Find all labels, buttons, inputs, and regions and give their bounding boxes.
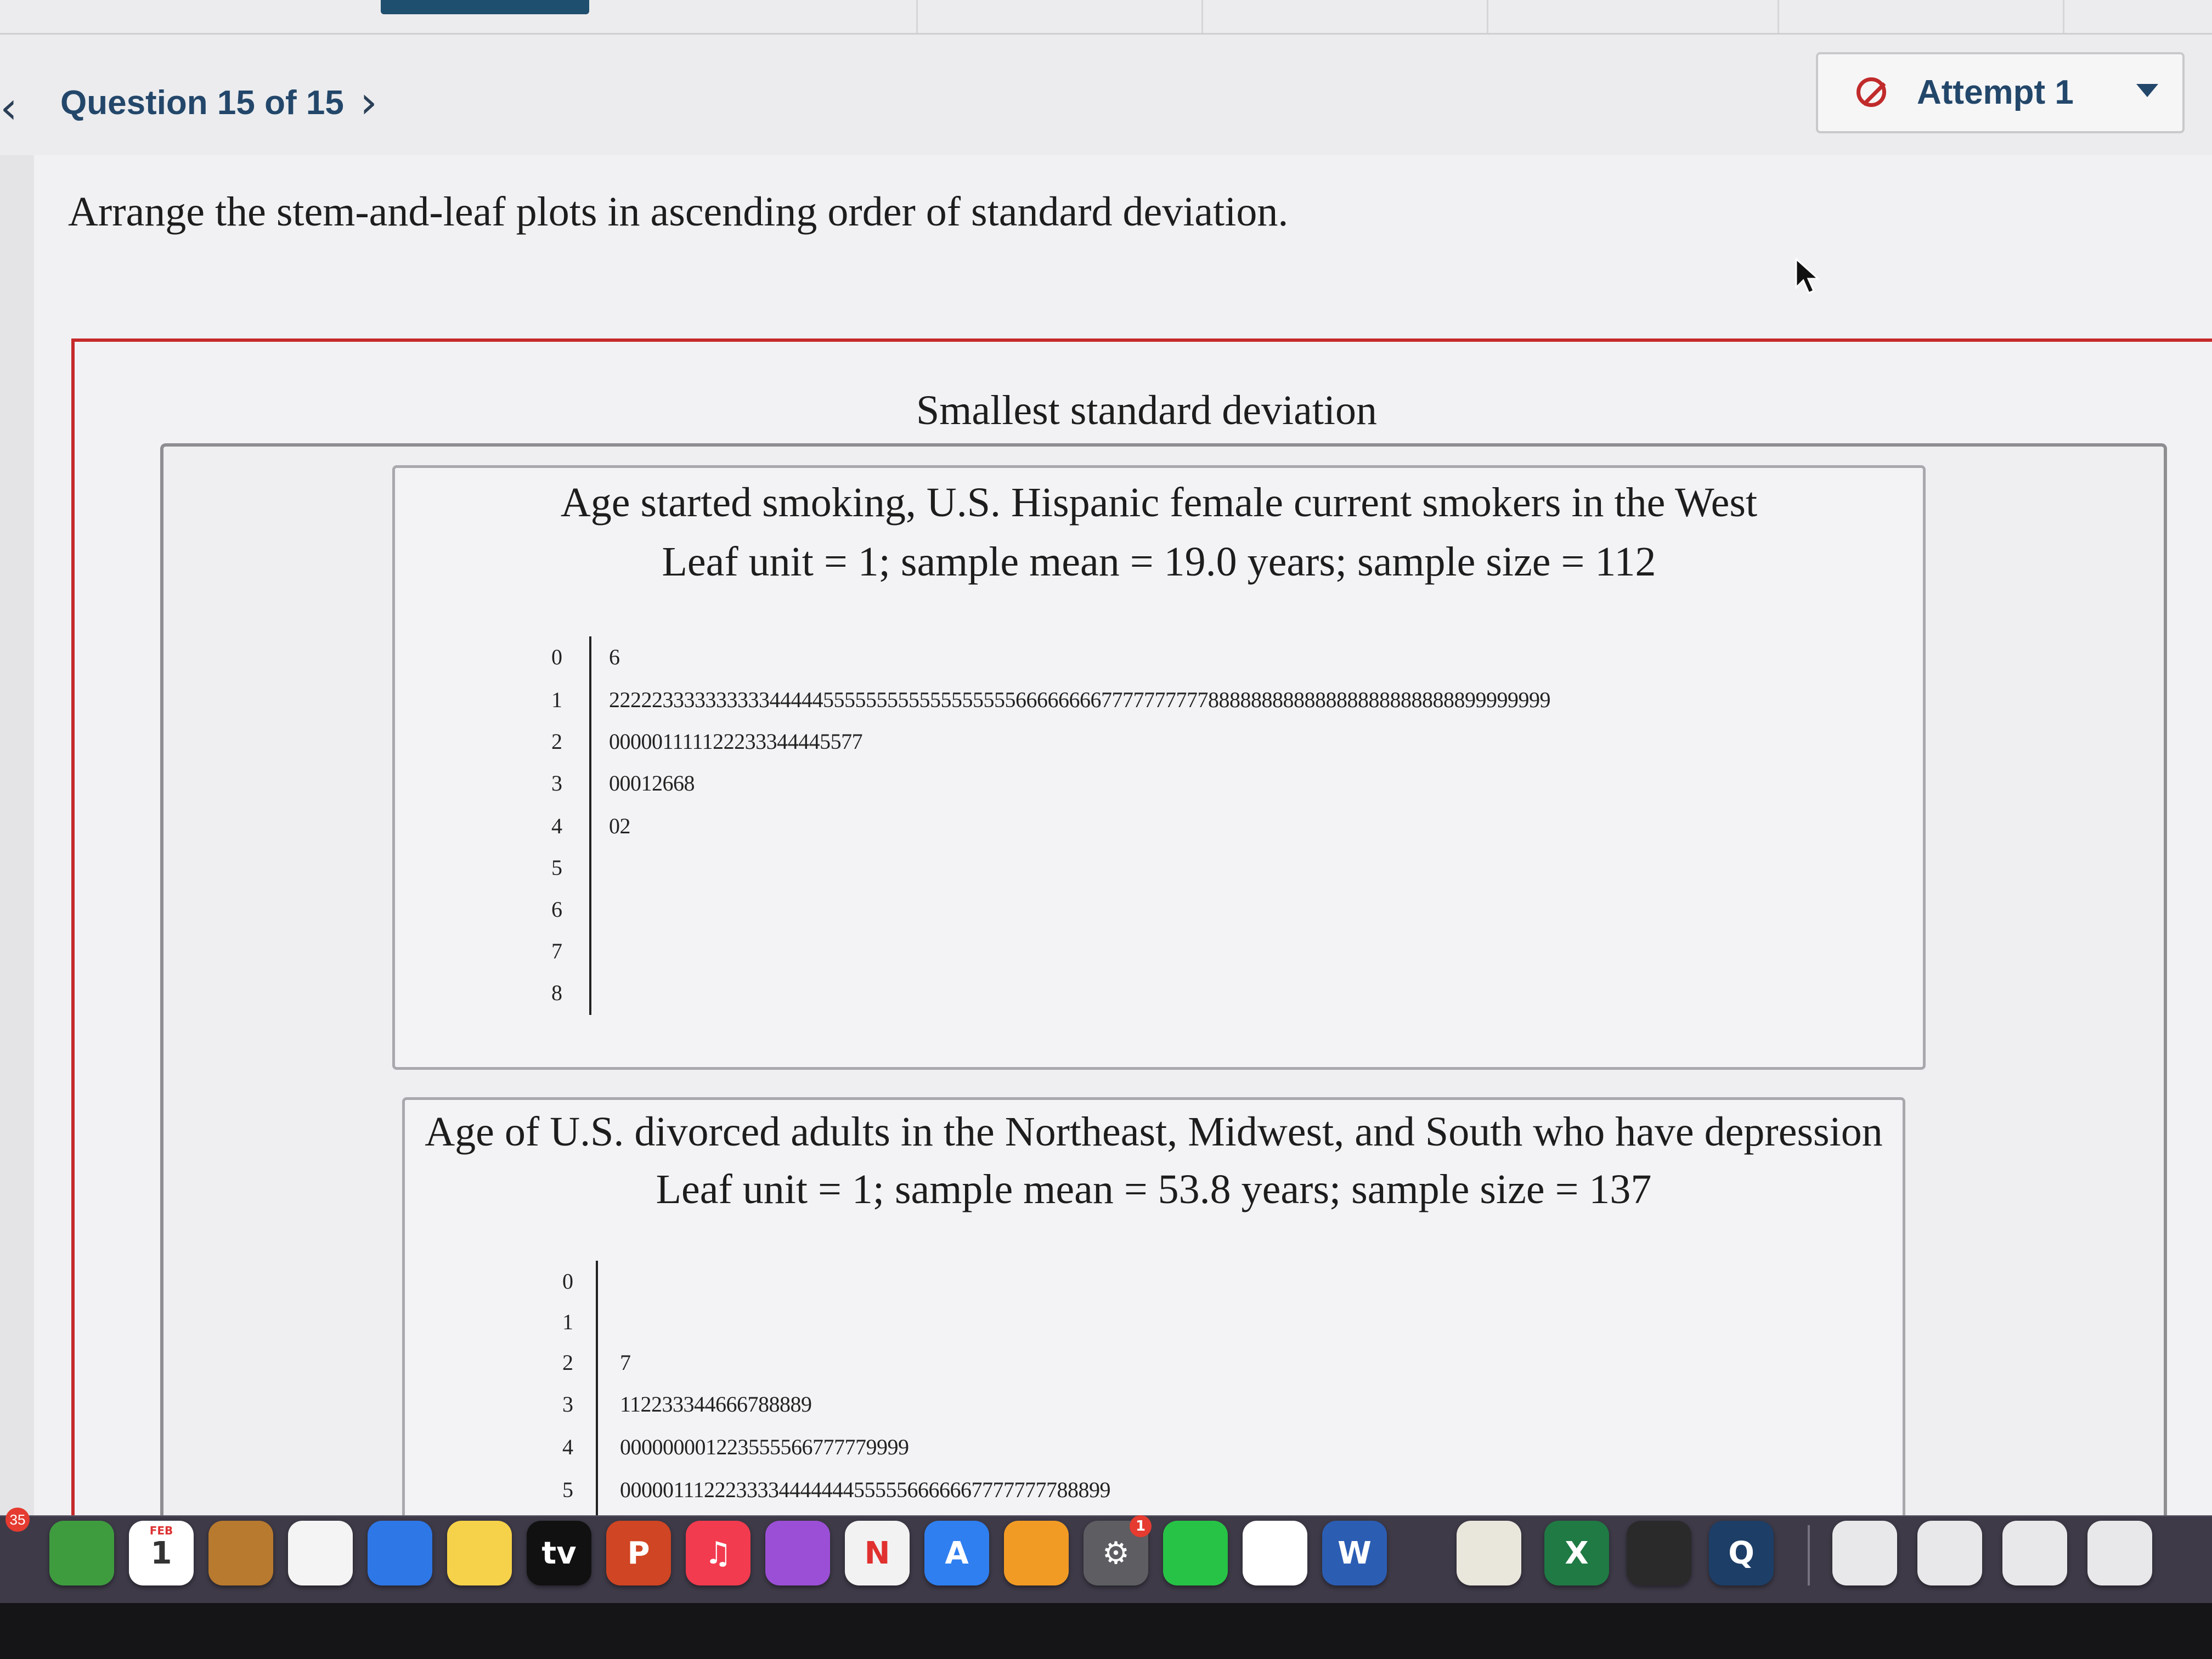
stem-leaf-divider — [596, 1261, 598, 1515]
stem: 2 — [562, 1350, 573, 1375]
stem: 3 — [551, 771, 562, 795]
question-prompt: Arrange the stem-and-leaf plots in ascending order of standard deviation. — [68, 189, 1289, 235]
leaves: 02 — [609, 814, 630, 838]
calendar-app-icon[interactable] — [129, 1521, 194, 1585]
leaves: 2222233333333334444455555555555555555566666666777777777788888888888888888888888899999999 — [609, 687, 1550, 712]
stem: 3 — [562, 1392, 573, 1417]
mouse-pointer-icon — [1795, 258, 1822, 296]
dock-icon-label: Q — [1728, 1535, 1754, 1571]
stem: 5 — [551, 855, 562, 880]
calendar-month: FEB — [149, 1524, 173, 1537]
stem: 7 — [551, 939, 562, 963]
news-app-icon[interactable] — [845, 1521, 910, 1585]
notification-badge: 1 — [1130, 1515, 1152, 1537]
apple-tv-app-icon[interactable] — [527, 1521, 591, 1585]
dock-icon-label: X — [1565, 1535, 1589, 1571]
chevron-left-icon[interactable]: ‹ — [0, 82, 18, 133]
dock-icon-label: 1 — [150, 1535, 172, 1571]
plot-subtitle: Leaf unit = 1; sample mean = 53.8 years; sample size = 137 — [656, 1166, 1652, 1212]
leaves: 7 — [620, 1350, 631, 1375]
leaves: 112233344666788889 — [620, 1392, 812, 1417]
stem: 1 — [551, 687, 562, 712]
stem: 0 — [551, 645, 562, 669]
progress-divider — [1778, 0, 1779, 33]
progress-divider — [1201, 0, 1203, 33]
dock-separator — [1808, 1525, 1810, 1585]
leaves: 000000001223555566777779999 — [620, 1435, 909, 1459]
system-settings-app-icon[interactable] — [1084, 1518, 1148, 1585]
leaves: 0000011122233334444444555556666667777777788899 — [620, 1477, 1111, 1502]
attempt-dropdown[interactable] — [1816, 52, 2185, 133]
plot-subtitle: Leaf unit = 1; sample mean = 19.0 years; sample size = 112 — [662, 539, 1656, 585]
quicktime-app-icon[interactable] — [1709, 1521, 1774, 1585]
stem: 4 — [551, 814, 562, 838]
progress-divider — [2063, 0, 2064, 33]
stem: 5 — [562, 1477, 573, 1502]
stem-leaf-divider — [589, 636, 591, 1015]
chevron-right-icon[interactable]: › — [360, 77, 377, 128]
dock-icon-label: N — [864, 1535, 890, 1571]
stem: 0 — [562, 1269, 573, 1294]
stem: 8 — [551, 980, 562, 1005]
notes-app-icon[interactable] — [447, 1521, 512, 1585]
chrome-app-icon[interactable] — [1243, 1521, 1307, 1585]
whatsapp-app-icon[interactable] — [1163, 1521, 1228, 1585]
camera-app-icon[interactable] — [1627, 1521, 1691, 1585]
stem: 4 — [562, 1435, 573, 1459]
progress-divider — [1487, 0, 1488, 33]
prohibited-icon — [1857, 77, 1886, 107]
word-app-icon[interactable] — [1322, 1521, 1387, 1585]
dock-icon-label: P — [627, 1535, 650, 1571]
music-app-icon[interactable] — [686, 1521, 751, 1585]
stem: 1 — [562, 1310, 573, 1334]
contacts-app-icon[interactable] — [208, 1521, 273, 1585]
caret-down-icon — [2136, 84, 2158, 97]
dock-icon-label: ♫ — [704, 1535, 732, 1571]
dock-icon-label: A — [945, 1535, 969, 1571]
powerpoint-app-icon[interactable] — [606, 1521, 671, 1585]
stem: 2 — [551, 729, 562, 754]
stem-leaf-card[interactable] — [392, 465, 1926, 1070]
attempt-label: Attempt 1 — [1917, 74, 2074, 111]
leaves: 000001111122233344445577 — [609, 729, 863, 754]
notification-badge: 35 — [5, 1508, 30, 1532]
pages-app-icon[interactable] — [1004, 1521, 1069, 1585]
dock-icon-label: W — [1338, 1535, 1372, 1571]
progress-divider — [916, 0, 918, 33]
reminders-app-icon[interactable] — [288, 1521, 353, 1585]
stem: 6 — [551, 897, 562, 922]
document-thumbnail-1[interactable] — [1832, 1521, 1897, 1585]
podcasts-app-icon[interactable] — [765, 1521, 830, 1585]
question-counter[interactable]: Question 15 of 15 — [60, 84, 344, 122]
dock-icon-label: ⚙ — [1102, 1535, 1130, 1571]
zoom-app-icon[interactable] — [368, 1521, 432, 1585]
excel-app-icon[interactable] — [1544, 1521, 1609, 1585]
top-progress-strip — [0, 0, 2212, 35]
textedit-app-icon[interactable] — [1457, 1521, 1521, 1585]
question-progress-indicator[interactable] — [381, 0, 589, 14]
leaves: 00012668 — [609, 771, 695, 795]
leaves: 6 — [609, 645, 620, 669]
document-thumbnail-4[interactable] — [2087, 1521, 2152, 1585]
screen-bezel — [0, 1603, 2212, 1659]
numbers-app-icon[interactable] — [49, 1521, 114, 1585]
plot-title: Age of U.S. divorced adults in the Northeast, Midwest, and South who have depression — [425, 1109, 1883, 1155]
document-thumbnail-2[interactable] — [1917, 1521, 1982, 1585]
document-thumbnail-3[interactable] — [2002, 1521, 2067, 1585]
dock-icon-label: tv — [541, 1535, 577, 1571]
rank-label: Smallest standard deviation — [916, 387, 1378, 433]
app-store-icon[interactable] — [924, 1521, 989, 1585]
plot-title: Age started smoking, U.S. Hispanic female current smokers in the West — [560, 479, 1758, 526]
